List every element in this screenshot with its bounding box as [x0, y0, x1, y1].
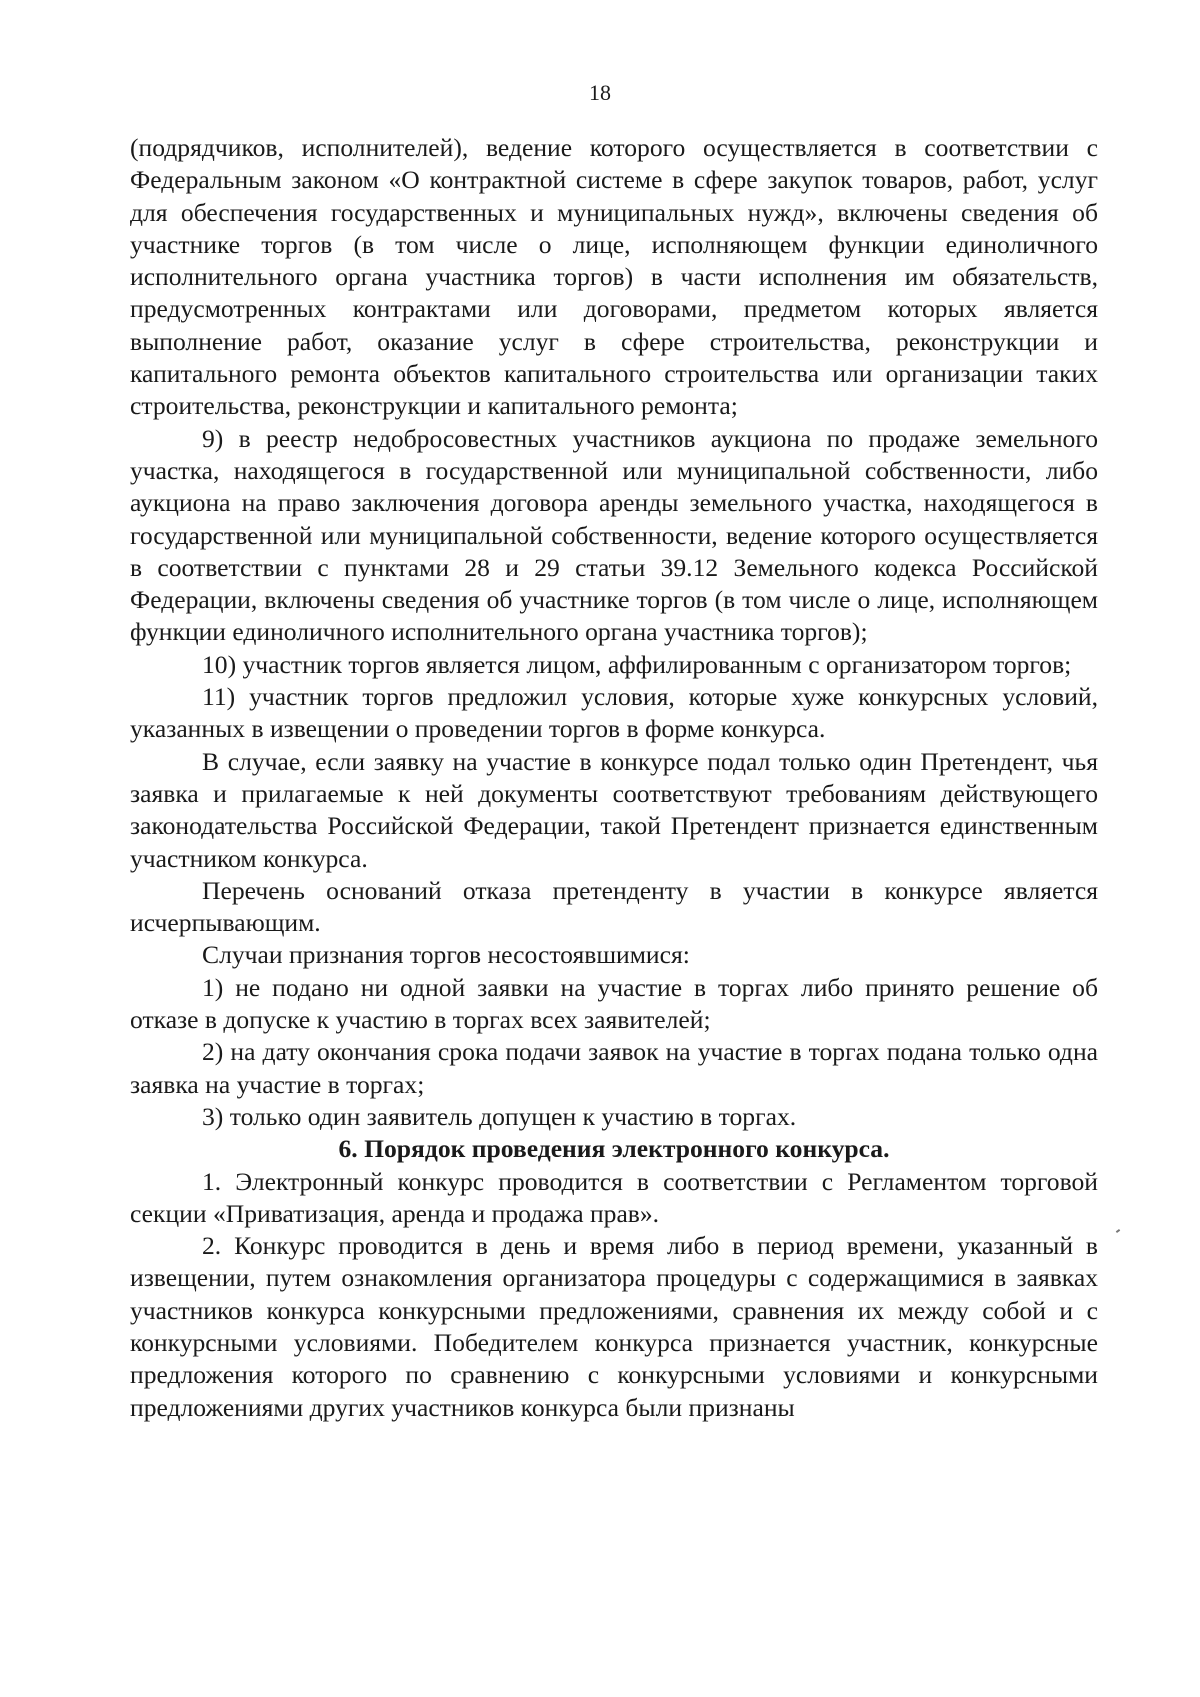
paragraph-failed-cases-heading: Случаи признания торгов несостоявшимися:	[202, 940, 690, 970]
paragraph-failed-case-1: 1) не подано ни одной заявки на участие в торгах либо принято решение об отказе в допуске к участию в торгах всех заявителей;	[130, 972, 1098, 1035]
paragraph-item-11: 11) участник торгов предложил условия, которые хуже конкурсных условий, указанных в извещении о проведении торгов в форме конкурса.	[130, 682, 1098, 744]
paragraph-section6-item-1: 1. Электронный конкурс проводится в соответствии с Регламентом торговой секции «Приватизация, аренда и продажа прав».	[130, 1166, 1098, 1228]
paragraph-item-9: 9) в реестр недобросовестных участников аукциона по продаже земельного участка, находящегося в государственной или муниципальной собственности, либо аукциона на право заключения договора аренды земельного участка, находящегося в государственной или муниципальной собственности, ведение которого осуществляется в соответствии с пунктами 28 и 29 статьи 39.12 Земельного кодекса Российской Федерации, включены сведения об участнике торгов (в том числе о лице, исполняющем функции единоличного исполнительного органа участника торгов);	[130, 423, 1098, 647]
paragraph-item-10: 10) участник торгов является лицом, аффилированным с организатором торгов;	[202, 649, 1072, 679]
paragraph-failed-case-2: 2) на дату окончания срока подачи заявок на участие в торгах подана только одна заявка на участие в торгах;	[130, 1037, 1098, 1099]
paragraph-failed-case-3: 3) только один заявитель допущен к участию в торгах.	[202, 1101, 797, 1131]
page-number: 18	[589, 80, 611, 105]
paragraph-section6-item-2: 2. Конкурс проводится в день и время либо в период времени, указанный в извещении, путем ознакомления организатора процедуры с содержащимися в заявках участников конкурса конкурсными предложениями, сравнения их между собой и с конкурсными условиями. Победителем конкурса признается участник, конкурсные предложения которого по сравнению с конкурсными условиями и конкурсными предложениями других участников конкурса были признаны	[130, 1231, 1098, 1422]
paragraph-exhaustive-list: Перечень оснований отказа претенденту в участии в конкурсе является исчерпывающим.	[130, 875, 1098, 938]
section-title: 6. Порядок проведения электронного конкурса.	[338, 1134, 890, 1164]
document-body	[130, 132, 1098, 1424]
paragraph-single-applicant: В случае, если заявку на участие в конкурсе подал только один Претендент, чья заявка и прилагаемые к ней документы соответствуют требованиям действующего законодательства Российской Федерации, такой Претендент признается единственным участником конкурса.	[130, 746, 1098, 873]
paragraph-continuation: (подрядчиков, исполнителей), ведение которого осуществляется в соответствии с Федеральным законом «О контрактной системе в сфере закупок товаров, работ, услуг для обеспечения государственных и муниципальных нужд», включены сведения об участнике торгов (в том числе о лице, исполняющем функции единоличного исполнительного органа участника торгов) в части исполнения им обязательств, предусмотренных контрактами или договорами, предметом которых является выполнение работ, оказание услуг в сфере строительства, реконструкции и капитального ремонта объектов капитального строительства или организации таких строительства, реконструкции и капитального ремонта;	[130, 133, 1098, 421]
scan-artifact-mark	[1116, 1229, 1120, 1233]
